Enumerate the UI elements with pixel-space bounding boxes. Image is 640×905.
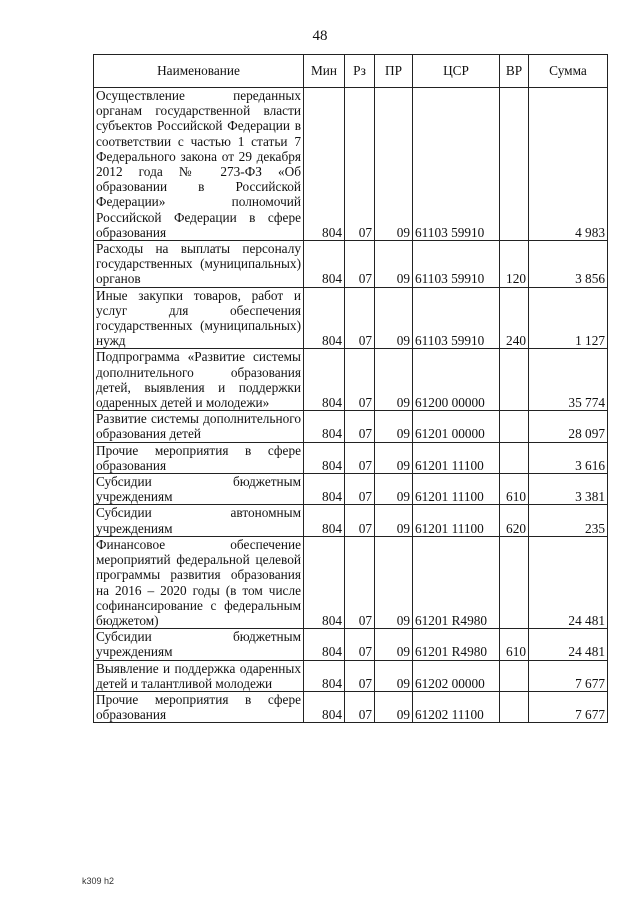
cell-vr: 610 (500, 474, 529, 505)
cell-min: 804 (304, 474, 345, 505)
table-row (94, 474, 608, 505)
table-row (94, 287, 608, 349)
cell-min: 804 (304, 411, 345, 442)
cell-rz: 07 (345, 411, 375, 442)
cell-rz: 07 (345, 474, 375, 505)
cell-vr (500, 442, 529, 473)
cell-min: 804 (304, 241, 345, 288)
cell-pr: 09 (375, 505, 413, 536)
cell-min: 804 (304, 505, 345, 536)
table-header-row (94, 55, 608, 88)
cell-rz: 07 (345, 241, 375, 288)
cell-vr (500, 691, 529, 722)
cell-csr: 61201 R4980 (413, 629, 500, 660)
cell-vr (500, 411, 529, 442)
cell-csr: 61201 11100 (413, 474, 500, 505)
cell-rz: 07 (345, 349, 375, 411)
cell-min: 804 (304, 536, 345, 628)
cell-pr: 09 (375, 474, 413, 505)
cell-rz: 07 (345, 505, 375, 536)
cell-sum: 24 481 (529, 536, 608, 628)
table-row (94, 660, 608, 691)
cell-vr: 240 (500, 287, 529, 349)
cell-min: 804 (304, 88, 345, 241)
cell-csr: 61202 00000 (413, 660, 500, 691)
cell-csr: 61201 11100 (413, 505, 500, 536)
cell-min: 804 (304, 691, 345, 722)
table-row (94, 411, 608, 442)
cell-csr: 61201 00000 (413, 411, 500, 442)
cell-pr: 09 (375, 660, 413, 691)
cell-csr: 61103 59910 (413, 287, 500, 349)
cell-pr: 09 (375, 349, 413, 411)
cell-sum: 7 677 (529, 660, 608, 691)
cell-name: Прочие мероприятия в сфере образования (94, 442, 304, 473)
header-sum: Сумма (529, 55, 608, 88)
cell-vr: 120 (500, 241, 529, 288)
cell-vr (500, 349, 529, 411)
header-rz: Рз (345, 55, 375, 88)
cell-sum: 24 481 (529, 629, 608, 660)
table-row (94, 536, 608, 628)
table-row (94, 691, 608, 722)
table-row (94, 88, 608, 241)
header-vr: ВР (500, 55, 529, 88)
header-csr: ЦСР (413, 55, 500, 88)
cell-rz: 07 (345, 88, 375, 241)
cell-rz: 07 (345, 442, 375, 473)
cell-sum: 35 774 (529, 349, 608, 411)
cell-name: Прочие мероприятия в сфере образования (94, 691, 304, 722)
cell-sum: 4 983 (529, 88, 608, 241)
cell-name: Выявление и поддержка одаренных детей и талантливой молодежи (94, 660, 304, 691)
table-row (94, 349, 608, 411)
cell-vr (500, 660, 529, 691)
cell-vr: 610 (500, 629, 529, 660)
cell-vr: 620 (500, 505, 529, 536)
cell-name: Подпрограмма «Развитие системы дополнительного образования детей, выявления и поддержки одаренных детей и молодежи» (94, 349, 304, 411)
cell-sum: 7 677 (529, 691, 608, 722)
cell-pr: 09 (375, 536, 413, 628)
table-row (94, 629, 608, 660)
table-row (94, 442, 608, 473)
cell-rz: 07 (345, 287, 375, 349)
cell-min: 804 (304, 629, 345, 660)
cell-csr: 61103 59910 (413, 241, 500, 288)
cell-vr (500, 88, 529, 241)
cell-name: Субсидии автономным учреждениям (94, 505, 304, 536)
cell-csr: 61201 R4980 (413, 536, 500, 628)
header-pr: ПР (375, 55, 413, 88)
table-row (94, 505, 608, 536)
cell-name: Иные закупки товаров, работ и услуг для обеспечения государственных (муниципальных) нужд (94, 287, 304, 349)
cell-csr: 61201 11100 (413, 442, 500, 473)
cell-sum: 28 097 (529, 411, 608, 442)
cell-pr: 09 (375, 287, 413, 349)
cell-pr: 09 (375, 411, 413, 442)
cell-min: 804 (304, 660, 345, 691)
cell-pr: 09 (375, 88, 413, 241)
cell-sum: 3 856 (529, 241, 608, 288)
cell-rz: 07 (345, 691, 375, 722)
cell-sum: 3 381 (529, 474, 608, 505)
cell-csr: 61103 59910 (413, 88, 500, 241)
cell-pr: 09 (375, 442, 413, 473)
cell-name: Развитие системы дополнительного образования детей (94, 411, 304, 442)
cell-min: 804 (304, 287, 345, 349)
header-name: Наименование (94, 55, 304, 88)
cell-min: 804 (304, 349, 345, 411)
cell-pr: 09 (375, 241, 413, 288)
cell-sum: 235 (529, 505, 608, 536)
cell-name: Финансовое обеспечение мероприятий федеральной целевой программы развития образования на 2016 – 2020 годы (в том числе софинансирование с федеральным бюджетом) (94, 536, 304, 628)
cell-name: Расходы на выплаты персоналу государственных (муниципальных) органов (94, 241, 304, 288)
cell-sum: 1 127 (529, 287, 608, 349)
page-number: 48 (312, 28, 328, 44)
cell-min: 804 (304, 442, 345, 473)
cell-rz: 07 (345, 536, 375, 628)
budget-table (93, 54, 608, 723)
cell-rz: 07 (345, 660, 375, 691)
footer-code: k309 h2 (82, 876, 115, 886)
cell-name: Субсидии бюджетным учреждениям (94, 474, 304, 505)
cell-pr: 09 (375, 629, 413, 660)
cell-csr: 61200 00000 (413, 349, 500, 411)
header-min: Мин (304, 55, 345, 88)
cell-rz: 07 (345, 629, 375, 660)
cell-csr: 61202 11100 (413, 691, 500, 722)
cell-name: Осуществление переданных органам государственной власти субъектов Российской Федерации в соответствии с частью 1 статьи 7 Федерального закона от 29 декабря 2012 года № 273-ФЗ «Об образовании в Российской Федерации» полномочий Российской Федерации в сфере образования (94, 88, 304, 241)
cell-vr (500, 536, 529, 628)
cell-name: Субсидии бюджетным учреждениям (94, 629, 304, 660)
cell-sum: 3 616 (529, 442, 608, 473)
table-row (94, 241, 608, 288)
cell-pr: 09 (375, 691, 413, 722)
